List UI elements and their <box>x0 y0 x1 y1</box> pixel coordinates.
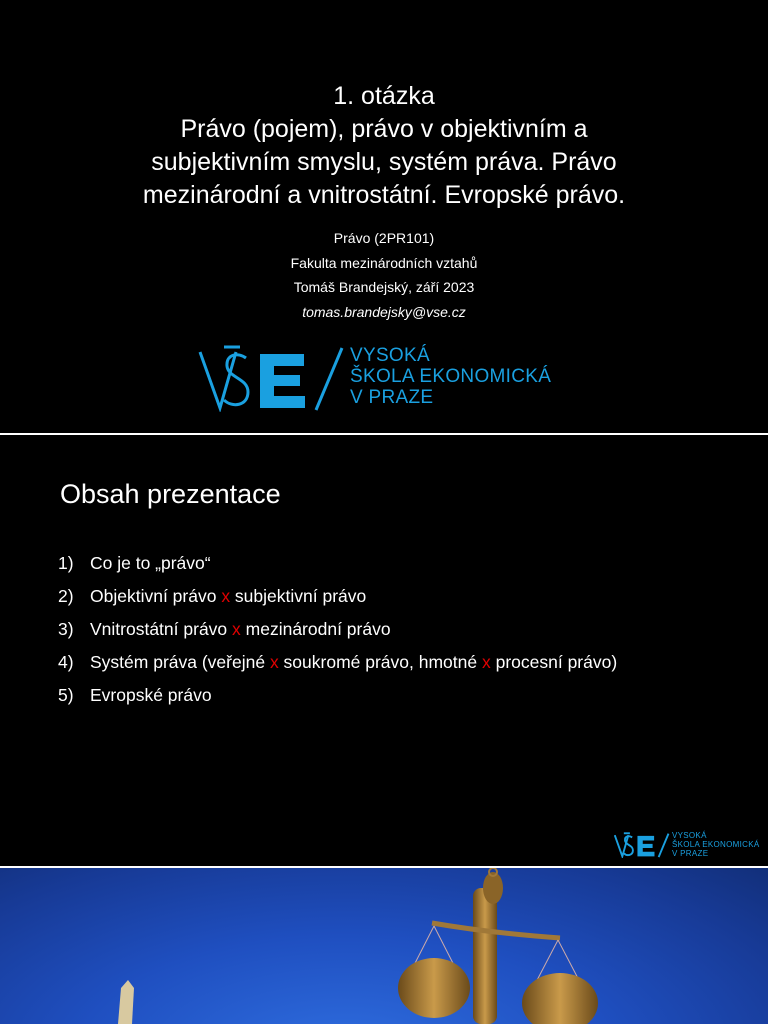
email: tomas.brandejsky@vse.cz <box>302 303 466 320</box>
list-item <box>58 646 617 679</box>
logo-line: ŠKOLA EKONOMICKÁ <box>350 365 552 387</box>
item-text: Objektivní právo <box>90 586 222 606</box>
slide-title <box>0 0 768 432</box>
question-number: 1. otázka <box>333 82 435 110</box>
logo-line: VYSOKÁ <box>672 831 707 840</box>
author-date: Tomáš Brandejský, září 2023 <box>293 279 475 295</box>
versus-mark: x <box>481 652 491 672</box>
list-item <box>58 679 617 712</box>
item-text: Evropské právo <box>90 685 212 705</box>
item-text: subjektivní právo <box>230 586 367 606</box>
title-line: Právo (pojem), právo v objektivním a <box>180 115 588 143</box>
vse-logo <box>198 344 551 412</box>
slide-justice-image <box>0 868 768 1024</box>
item-number: 5) <box>58 685 74 705</box>
list-item <box>58 547 617 580</box>
list-item <box>58 613 617 646</box>
title-line: subjektivním smyslu, systém práva. Právo <box>151 148 617 176</box>
scales-of-justice-image <box>0 868 768 1024</box>
logo-line: V PRAZE <box>350 386 434 408</box>
item-number: 3) <box>58 619 74 639</box>
course: Právo (2PR101) <box>333 230 435 246</box>
item-number: 4) <box>58 652 74 672</box>
vse-logo-small <box>614 831 760 858</box>
contents-list <box>58 547 617 712</box>
versus-mark: x <box>269 652 279 672</box>
vse-logo-text <box>672 831 760 858</box>
slide-meta <box>0 226 768 324</box>
vse-logo-mark <box>614 832 670 858</box>
vse-logo-text <box>350 345 551 408</box>
item-text: mezinárodní právo <box>240 619 391 639</box>
logo-line: ŠKOLA EKONOMICKÁ <box>672 840 760 849</box>
item-text: procesní právo) <box>490 652 618 672</box>
item-text: Vnitrostátní právo <box>90 619 233 639</box>
item-text: soukromé právo, hmotné <box>278 652 482 672</box>
slide-title-heading <box>0 80 768 212</box>
item-number: 2) <box>58 586 74 606</box>
item-number: 1) <box>58 553 74 573</box>
item-text: Systém práva (veřejné <box>90 652 270 672</box>
versus-mark: x <box>221 586 231 606</box>
contents-heading: Obsah prezentace <box>60 479 281 509</box>
logo-line: V PRAZE <box>672 849 709 858</box>
title-line: mezinárodní a vnitrostátní. Evropské právo. <box>142 181 626 209</box>
faculty: Fakulta mezinárodních vztahů <box>290 254 478 271</box>
slide-contents <box>0 435 768 865</box>
item-text: Co je to „právo“ <box>90 553 211 573</box>
list-item <box>58 580 617 613</box>
obelisk <box>118 980 134 1024</box>
vse-logo-mark <box>198 344 346 412</box>
logo-line: VYSOKÁ <box>350 344 430 366</box>
versus-mark: x <box>232 619 241 639</box>
